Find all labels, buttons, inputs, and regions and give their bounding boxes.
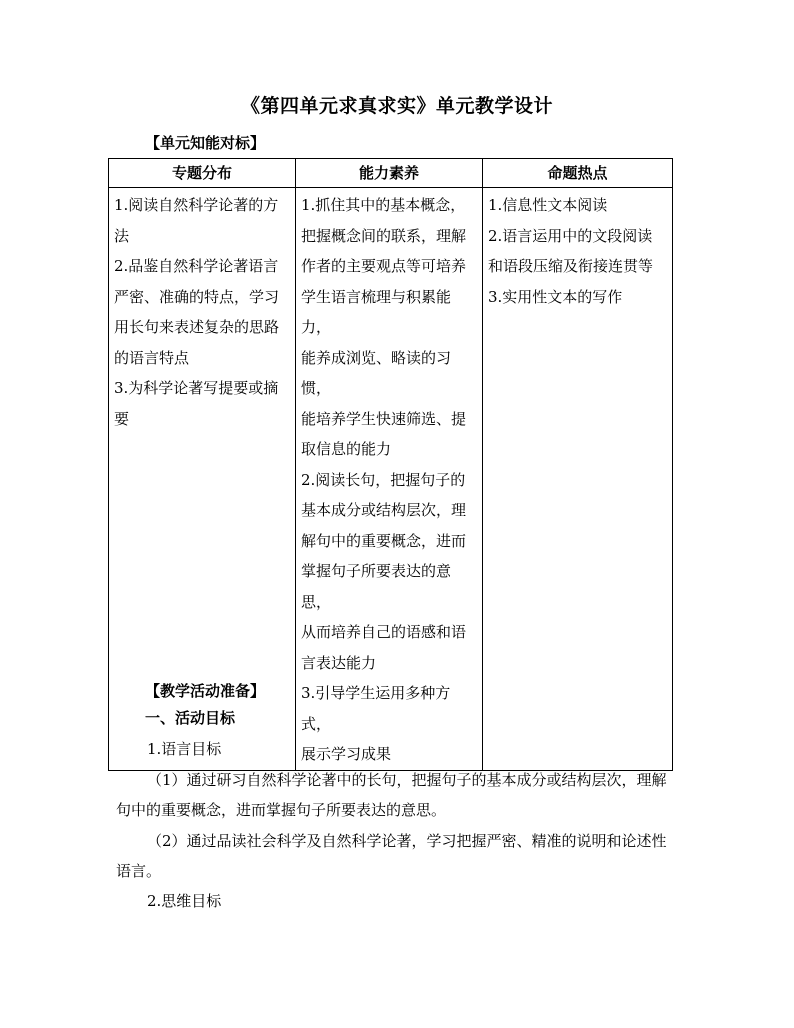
list-item-language-goal: 1.语言目标 <box>147 740 222 758</box>
section-heading-knowledge: 【单元知能对标】 <box>145 134 266 152</box>
cell-line: 3.引导学生运用多种方式， <box>301 684 451 733</box>
cell-line: 和语段压缩及衔接连贯等 <box>488 257 654 275</box>
cell-line: 1.阅读自然科学论著的方 <box>114 196 279 214</box>
cell-line: 展示学习成果 <box>301 745 392 763</box>
cell-line: 3.为科学论著写提要或摘 <box>114 379 279 397</box>
cell-line: 的语言特点 <box>114 348 190 367</box>
cell-line: 能养成浏览、略读的习惯， <box>301 348 452 397</box>
cell-line: 用长句来表述复杂的思路 <box>114 318 280 336</box>
sub-heading-goals: 一、活动目标 <box>145 709 236 727</box>
knowledge-table <box>108 158 673 771</box>
cell-line: 2.品鉴自然科学论著语言 <box>114 257 279 275</box>
cell-line: 法 <box>114 226 130 245</box>
column-header: 专题分布 <box>109 159 296 188</box>
cell-line: 取信息的能力 <box>301 440 392 458</box>
paragraph-1-line-1: （1）通过研习自然科学论著中的长句，把握句子的基本成分或结构层次，理解 <box>147 771 667 789</box>
paragraph-2-line-1: （2）通过品读社会科学及自然科学论著，学习把握严密、精准的说明和论述性 <box>147 832 667 850</box>
paragraph-1-line-2: 句中的重要概念，进而掌握句子所要表达的意思。 <box>116 801 447 819</box>
cell-line: 能培养学生快速筛选、提 <box>301 409 467 428</box>
cell-line: 要 <box>114 409 130 428</box>
cell-line: 3.实用性文本的写作 <box>488 287 623 306</box>
cell-line: 严密、准确的特点，学习 <box>114 287 280 306</box>
cell-line: 作者的主要观点等可培养 <box>301 257 467 275</box>
cell-line: 2.阅读长句，把握句子的 <box>301 470 466 489</box>
cell-line: 解句中的重要概念，进而 <box>301 531 467 550</box>
table-cell-abilities <box>296 188 483 771</box>
cell-line: 1.信息性文本阅读 <box>488 196 608 214</box>
cell-line: 言表达能力 <box>301 653 377 672</box>
cell-line: 从而培养自己的语感和语 <box>301 623 467 641</box>
page-title: 《第四单元求真求实》单元教学设计 <box>240 95 553 117</box>
list-item-thinking-goal: 2.思维目标 <box>147 892 222 910</box>
cell-line: 1.抓住其中的基本概念， <box>301 196 466 214</box>
cell-line: 把握概念间的联系，理解 <box>301 226 467 245</box>
cell-line: 学生语言梳理与积累能力， <box>301 287 452 336</box>
cell-line: 2.语言运用中的文段阅读 <box>488 226 653 245</box>
column-header: 能力素养 <box>296 159 483 188</box>
cell-line: 基本成分或结构层次，理 <box>301 501 467 519</box>
table-cell-hotspots <box>483 188 673 771</box>
cell-line: 掌握句子所要表达的意思， <box>301 562 452 611</box>
table-header-row <box>109 159 673 188</box>
column-header: 命题热点 <box>483 159 673 188</box>
paragraph-2-line-2: 语言。 <box>116 862 162 880</box>
section-heading-preparation: 【教学活动准备】 <box>145 682 266 700</box>
